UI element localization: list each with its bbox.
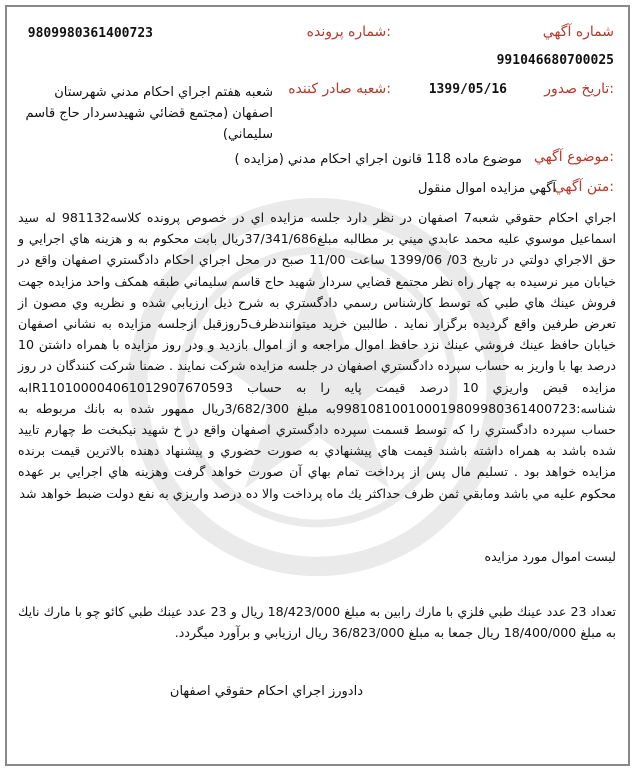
issue-date-value: 1399/05/16 <box>428 82 507 97</box>
ad-text-title: آگهي مزايده اموال منقول <box>418 181 556 196</box>
list-title: ليست اموال مورد مزايده <box>484 549 616 564</box>
auction-items-list <box>18 601 616 643</box>
ad-text-label: :متن آگهي <box>553 179 614 195</box>
ad-number-label: شماره آگهي <box>542 24 614 40</box>
subject-value: موضوع ماده 118 قانون اجراي احكام مدني (مزايده ) <box>234 152 522 167</box>
ad-body <box>18 207 616 504</box>
issuing-branch-value: شعبه هفتم اجراي احكام مدني شهرستان اصفهان (مجتمع قضائي شهيدسردار حاج قاسم سليماني) <box>25 85 273 142</box>
ad-body-paragraph: اجراي احكام حقوقي شعبه7 اصفهان در نظر دارد جلسه مزايده اي در خصوص پرونده كلاسه981132 له سيد اسماعيل موسوي عليه محمد عابدي ميني بر مطالبه مبلغ37/341/686ريال بابت محكوم به و هزينه هاي اجرايي و حق الاجراي دولتي در تاريخ 03/ 1399/06 ساعت 11/00 صبح در محل اجراي احكام دادگستري اصفهان واقع در خيابان مير نرسيده به چهار راه نظر مجتمع قضايي سردار شهيد حاج قاسم سليماني طبقه همكف واحد مزايده جهت فروش عينك هاي طبي كه توسط كارشناس رسمي دادگستري به شرح ذيل ارزيابي شده و نظريه وي مصون از تعرض طرفين واقع گرديده برگزار نمايد . طالبين خريد ميتوانندظرف5روزقبل ازجلسه مزايده به نشاني اصفهان خيابان حافظ عينك فروشي عينك نزد حافظ اموال مراجعه و از اموال بازديد و ودر روز مزايده با همراه داشتن 10 درصد بها با واريز به حساب سپرده دادگستري اصفهان در جلسه مزايده شركت نمايند . ضمنا شركت كنندگان در روز مزايده قبض واريزي 10 درصد قيمت پايه را به حساب IR110100004061012907670593به شناسه:998108100100019809980361400723به مبلغ 3/682/300ريال ممهور شده به بانك مربوطه به حساب سپرده دادگستري را كه توسط قسمت سپرده دادگستري اصفهان واقع در خ شهيد نيكبخت ط چهارم تاييد شده باشد به همراه داشته باشند قيمت هاي پيشنهادي به صورت حضوري و پيشنهاد دهنده بالاترين قيمت برنده مزايده خواهد بود . تسليم مال پس از پرداخت تمام بهاي آن صورت خواهد گرفت وهزينه هاي اجرايي بر عهده محكوم عليه مي باشد ومابقي ثمن ظرف حداكثر يك ماه پرداخت والا ده درصد واريزي به نفع دولت ضبط خواهد شد <box>18 210 617 501</box>
subject-label: :موضوع آگهي <box>533 149 614 165</box>
case-number-label: :شماره پرونده <box>306 24 391 40</box>
issue-date-label: :تاريخ صدور <box>544 81 614 97</box>
signature: دادورز اجراي احكام حقوقي اصفهان <box>169 684 363 699</box>
notice-frame <box>5 5 630 766</box>
issuing-branch-label: :شعبه صادر کننده <box>288 81 391 97</box>
ad-number-value: 991046680700025 <box>496 53 614 68</box>
list-item: تعداد 23 عدد عينك طبي فلزي با مارك رابين به مبلغ 18/423/000 ريال و 23 عدد عينك طبي كائو چو با مارك نايك به مبلغ 18/400/000 ريال جمعا به مبلغ 36/823/000 ريال ارزيابي و برآورد ميگردد. <box>18 604 616 640</box>
case-number-value: 9809980361400723 <box>27 26 153 41</box>
